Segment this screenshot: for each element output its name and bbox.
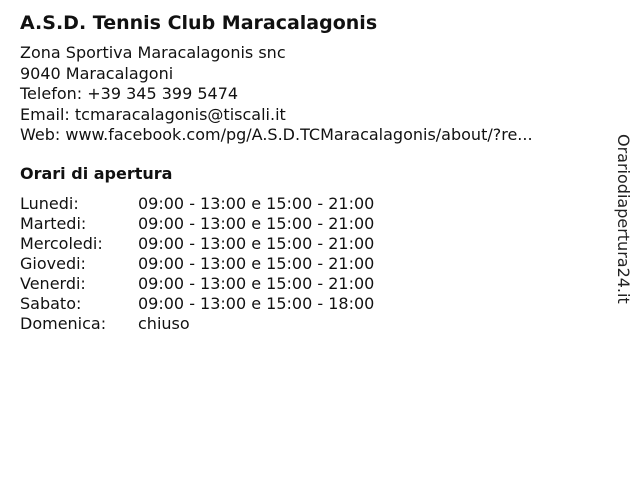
- hours-row-sabato: [20, 294, 374, 314]
- hours-day: Domenica:: [20, 314, 107, 333]
- hours-time: 09:00 - 13:00 e 15:00 - 18:00: [138, 294, 375, 313]
- opening-hours-title: Orari di apertura: [20, 164, 173, 183]
- phone-line: Telefon: +39 345 399 5474: [20, 84, 239, 103]
- hours-day: Venerdi:: [20, 274, 86, 293]
- hours-day: Lunedi:: [20, 194, 79, 213]
- address-line-street: Zona Sportiva Maracalagonis snc: [20, 43, 286, 62]
- hours-time: 09:00 - 13:00 e 15:00 - 21:00: [138, 274, 375, 293]
- hours-time: 09:00 - 13:00 e 15:00 - 21:00: [138, 214, 375, 233]
- hours-time: 09:00 - 13:00 e 15:00 - 21:00: [138, 194, 375, 213]
- email-line: Email: tcmaracalagonis@tiscali.it: [20, 104, 286, 124]
- site-watermark-text: Orariodiapertura24.it: [614, 134, 633, 304]
- hours-day: Martedi:: [20, 214, 87, 233]
- web-line: Web: www.facebook.com/pg/A.S.D.TCMaracalagonis/about/?re...: [20, 125, 533, 144]
- hours-row-giovedi: [20, 254, 374, 274]
- hours-row-venerdi: [20, 274, 374, 294]
- hours-day: Sabato:: [20, 294, 82, 313]
- page-title: A.S.D. Tennis Club Maracalagonis: [20, 12, 378, 34]
- hours-time: chiuso: [138, 314, 190, 333]
- hours-row-martedi: [20, 214, 374, 234]
- hours-row-mercoledi: [20, 234, 374, 254]
- hours-day: Giovedi:: [20, 254, 86, 273]
- opening-hours-table: [20, 194, 374, 334]
- site-watermark: [612, 134, 634, 310]
- hours-time: 09:00 - 13:00 e 15:00 - 21:00: [138, 254, 375, 273]
- hours-row-domenica: [20, 314, 374, 334]
- contact-info: [20, 43, 533, 146]
- hours-time: 09:00 - 13:00 e 15:00 - 21:00: [138, 234, 375, 253]
- hours-row-lunedi: [20, 194, 374, 214]
- address-line-city: 9040 Maracalagoni: [20, 63, 174, 83]
- hours-day: Mercoledi:: [20, 234, 103, 253]
